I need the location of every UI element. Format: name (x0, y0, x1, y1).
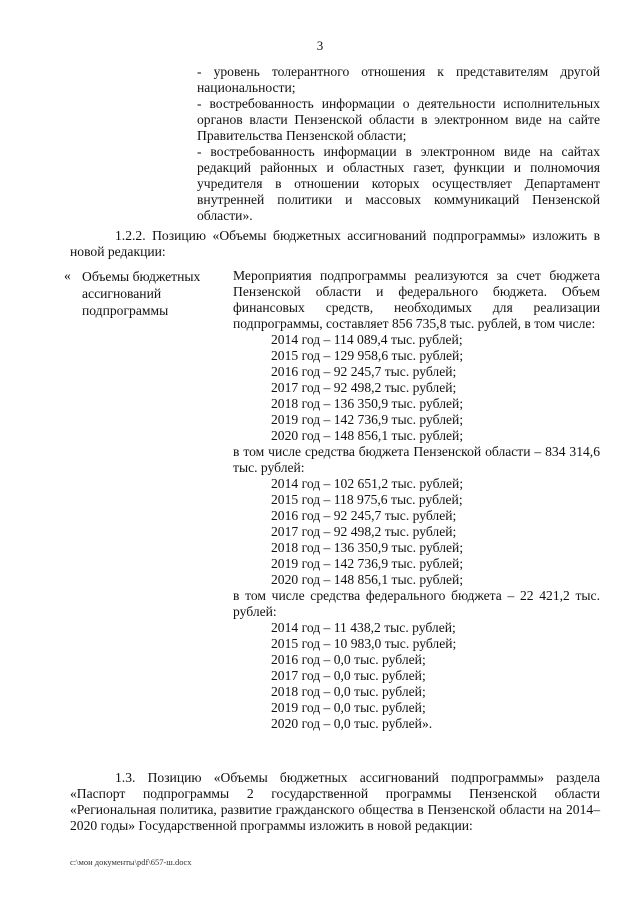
list-item: 2016 год – 92 245,7 тыс. рублей; (271, 364, 457, 379)
budget-intro: Мероприятия подпрограммы реализуются за счет бюджета Пензенской области и федерального бюджета. Объем финансовых средств, необходимых для реализации подпрограммы, составляет 856 735,8 тыс. рублей, в том числе: (233, 268, 600, 331)
footer-file-path: c:\мои документы\pdf\657-ш.docx (70, 857, 192, 867)
regional-years-list (233, 476, 600, 588)
list-item: 2014 год – 11 438,2 тыс. рублей; (271, 620, 456, 635)
paragraph-1-2-2: 1.2.2. Позицию «Объемы бюджетных ассигнований подпрограммы» изложить в новой редакции: (70, 228, 600, 259)
list-item: 2014 год – 114 089,4 тыс. рублей; (271, 332, 463, 347)
list-item: 2015 год – 118 975,6 тыс. рублей; (271, 492, 463, 507)
bullet-list (197, 64, 600, 224)
list-item: 2019 год – 142 736,9 тыс. рублей; (271, 412, 464, 427)
list-item: 2019 год – 142 736,9 тыс. рублей; (271, 556, 464, 571)
budget-details (233, 268, 600, 732)
list-item: 2017 год – 92 498,2 тыс. рублей; (271, 524, 457, 539)
total-years-list (233, 332, 600, 444)
table-label: Объемы бюджетных ассигнований подпрограммы (82, 269, 201, 318)
list-item: 2017 год – 0,0 тыс. рублей; (271, 668, 426, 683)
list-item: 2020 год – 0,0 тыс. рублей». (271, 716, 433, 731)
list-item: 2016 год – 0,0 тыс. рублей; (271, 652, 426, 667)
paragraph-1-3: 1.3. Позицию «Объемы бюджетных ассигнований подпрограммы» раздела «Паспорт подпрограммы 2 государственной программы Пензенской области «Региональная политика, развитие гражданского общества в Пензенской области на 2014–2020 годы» Государственной программы изложить в новой редакции: (70, 770, 600, 833)
list-item: 2018 год – 136 350,9 тыс. рублей; (271, 540, 464, 555)
list-item: 2015 год – 10 983,0 тыс. рублей; (271, 636, 457, 651)
list-item: 2019 год – 0,0 тыс. рублей; (271, 700, 426, 715)
bullet-item: - уровень толерантного отношения к представителям другой национальности; (197, 64, 600, 95)
list-item: 2020 год – 148 856,1 тыс. рублей; (271, 428, 464, 443)
federal-years-list (233, 620, 600, 732)
list-item: 2014 год – 102 651,2 тыс. рублей; (271, 476, 464, 491)
bullet-item: - востребованность информации в электронном виде на сайтах редакций районных и областных газет, функции и полномочия учредителя в отношении которых осуществляет Департамент внутренней политики и массовых коммуникаций Пензенской области». (197, 144, 600, 223)
opening-quote: « (64, 268, 71, 283)
bullet-item: - востребованность информации о деятельности исполнительных органов власти Пензенской области в электронном виде на сайте Правительства Пензенской области; (197, 96, 600, 143)
list-item: 2020 год – 148 856,1 тыс. рублей; (271, 572, 464, 587)
list-item: 2018 год – 0,0 тыс. рублей; (271, 684, 426, 699)
list-item: 2017 год – 92 498,2 тыс. рублей; (271, 380, 457, 395)
list-item: 2016 год – 92 245,7 тыс. рублей; (271, 508, 457, 523)
list-item: 2015 год – 129 958,6 тыс. рублей; (271, 348, 464, 363)
page-number: 3 (316, 38, 324, 53)
list-item: 2018 год – 136 350,9 тыс. рублей; (271, 396, 464, 411)
federal-intro: в том числе средства федерального бюджета – 22 421,2 тыс. рублей: (233, 588, 600, 619)
regional-intro: в том числе средства бюджета Пензенской области – 834 314,6 тыс. рублей: (233, 444, 600, 475)
